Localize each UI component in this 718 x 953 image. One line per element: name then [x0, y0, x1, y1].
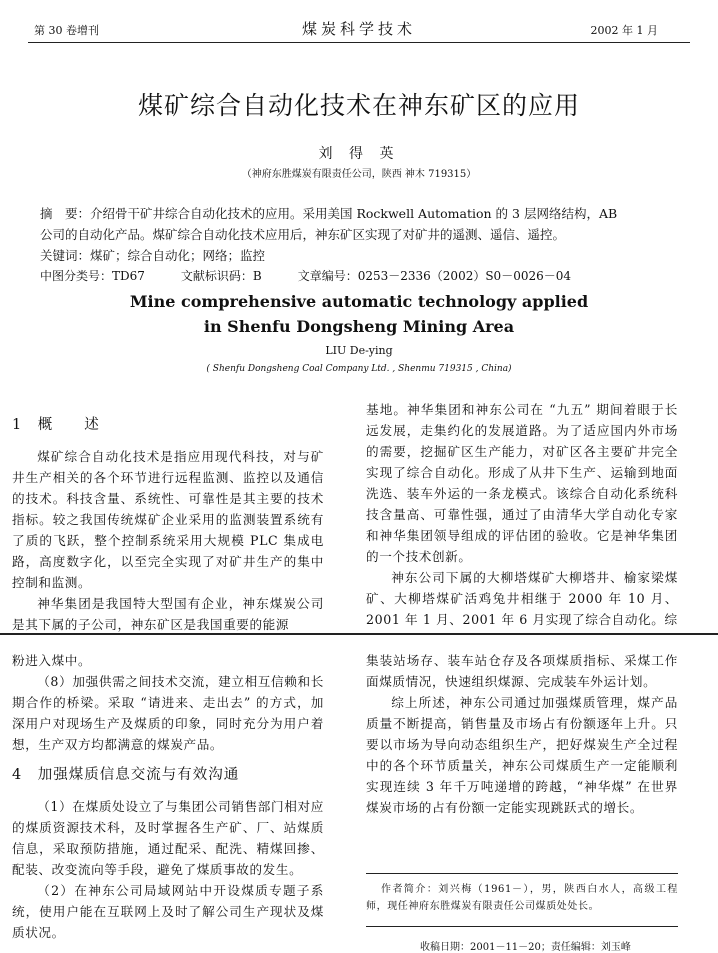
paragraph: 神东公司下属的大柳塔煤矿大柳塔井、榆家梁煤矿、大柳塔煤矿活鸡兔井相继于 2000 年 10 月、2001 年 1 月、2001 年 6 月实现了综合自动化。综 [366, 570, 678, 627]
paragraph: （8）加强供需之间技术交流，建立相互信赖和长期合作的桥梁。采取 “请进来、走出去” 的方式，加深用户对现场生产及煤质的印象，同时充分为用户着想，生产双方均都满意的煤炭产品。 [12, 674, 324, 752]
upper-left-column [12, 409, 324, 635]
received-rule [366, 926, 678, 927]
author-affiliation: （神府东胜煤炭有限责任公司，陕西 神木 719315） [241, 169, 477, 180]
header-rule [28, 42, 690, 43]
journal-date: 2002 年 1 月 [590, 24, 658, 37]
paragraph: 基地。神华集团和神东公司在 “九五” 期间着眼于长远发展，走集约化的发展道路。为了适应国内外市场的需要，挖掘矿区生产能力，对矿区各主要矿井完全实现了综合自动化。形成了从井下生产、运输到地面洗选、装车外运的一条龙模式。该综合自动化系统科技含量高、可靠性强，通过了由清华大学自动化专家和神华集团领导组成的评估团的验收。它是神华集团的一个技术创新。 [366, 402, 678, 564]
lower-right-column [366, 650, 678, 818]
keywords: 关键词：煤矿；综合自动化；网络；监控 [40, 248, 266, 263]
abstract-line-2: 公司的自动化产品。煤矿综合自动化技术应用后，神东矿区实现了对矿井的遥测、遥信、遥控。 [40, 227, 566, 242]
received-date: 收稿日期：2001－11－20；责任编辑：刘玉峰 [420, 942, 631, 953]
journal-volume: 第 30 卷增刊 [34, 24, 99, 37]
section-heading-information: 4 加强煤质信息交流与有效沟通 [12, 767, 240, 783]
english-affiliation: ( Shenfu Dongsheng Coal Company Ltd. , Shenmu 719315 , China) [206, 364, 512, 374]
english-author: LIU De-ying [325, 344, 393, 357]
lower-left-column [12, 650, 324, 943]
section-heading-overview: 1 概 述 [12, 417, 100, 433]
paragraph: 粉进入煤中。 [12, 653, 92, 668]
page-split-rule [0, 633, 718, 635]
paragraph: 集装站场存、装车站仓存及各项煤质指标、采煤工作面煤质情况，快速组织煤源、完成装车外运计划。 [366, 653, 678, 689]
footnote-rule [366, 873, 678, 874]
paragraph: （1）在煤质处设立了与集团公司销售部门相对应的煤质资源技术科，及时掌握各生产矿、厂、站煤质信息，采取预防措施，通过配采、配洗、精煤回掺、配装、改变流向等手段，避免了煤质事故的发生。 [12, 799, 324, 877]
english-title-line-2: in Shenfu Dongsheng Mining Area [203, 317, 515, 336]
author-footnote: 作者简介：刘兴梅（1961－），男，陕西白水人，高级工程师，现任神府东胜煤炭有限责任公司煤质处处长。 [366, 884, 678, 912]
classification: 中图分类号：TD67 文献标识码：B 文章编号：0253－2336（2002）S0－0026－04 [40, 269, 571, 283]
author-name: 刘 得 英 [318, 146, 400, 162]
paragraph: 综上所述，神东公司通过加强煤质管理，煤产品质量不断提高，销售量及市场占有份额逐年上升。只要以市场为导向动态组织生产，把好煤炭生产全过程中的各个环节质量关，神东公司煤质生产一定能顺利实现连续 3 年千万吨递增的跨越，“神华煤” 在世界煤炭市场的占有份额一定能实现跳跃式的增长。 [366, 695, 678, 815]
paragraph: 煤矿综合自动化技术是指应用现代科技，对与矿井生产相关的各个环节进行远程监测、监控以及通信的技术。科技含量、系统性、可靠性是其主要的技术指标。较之我国传统煤矿企业采用的监测装置系统有了质的飞跃，整个控制系统采用大规模 PLC 集成电路，高度数字化，以至完全实现了对矿井生产的集中控制和监测。 [12, 449, 324, 590]
page-title: 煤矿综合自动化技术在神东矿区的应用 [137, 91, 580, 120]
paragraph: （2）在神东公司局域网站中开设煤质专题子系统，使用户能在互联网上及时了解公司生产现状及煤质状况。 [12, 883, 324, 940]
abstract-line-1: 摘 要：介绍骨干矿井综合自动化技术的应用。采用美国 Rockwell Automation 的 3 层网络结构，AB [40, 206, 618, 221]
paragraph: 神华集团是我国特大型国有企业，神东煤炭公司是其下属的子公司，神东矿区是我国重要的能源 [12, 596, 324, 632]
english-title-line-1: Mine comprehensive automatic technology applied [129, 292, 589, 311]
journal-name: 煤炭科学技术 [301, 20, 416, 38]
upper-right-column [366, 399, 678, 630]
